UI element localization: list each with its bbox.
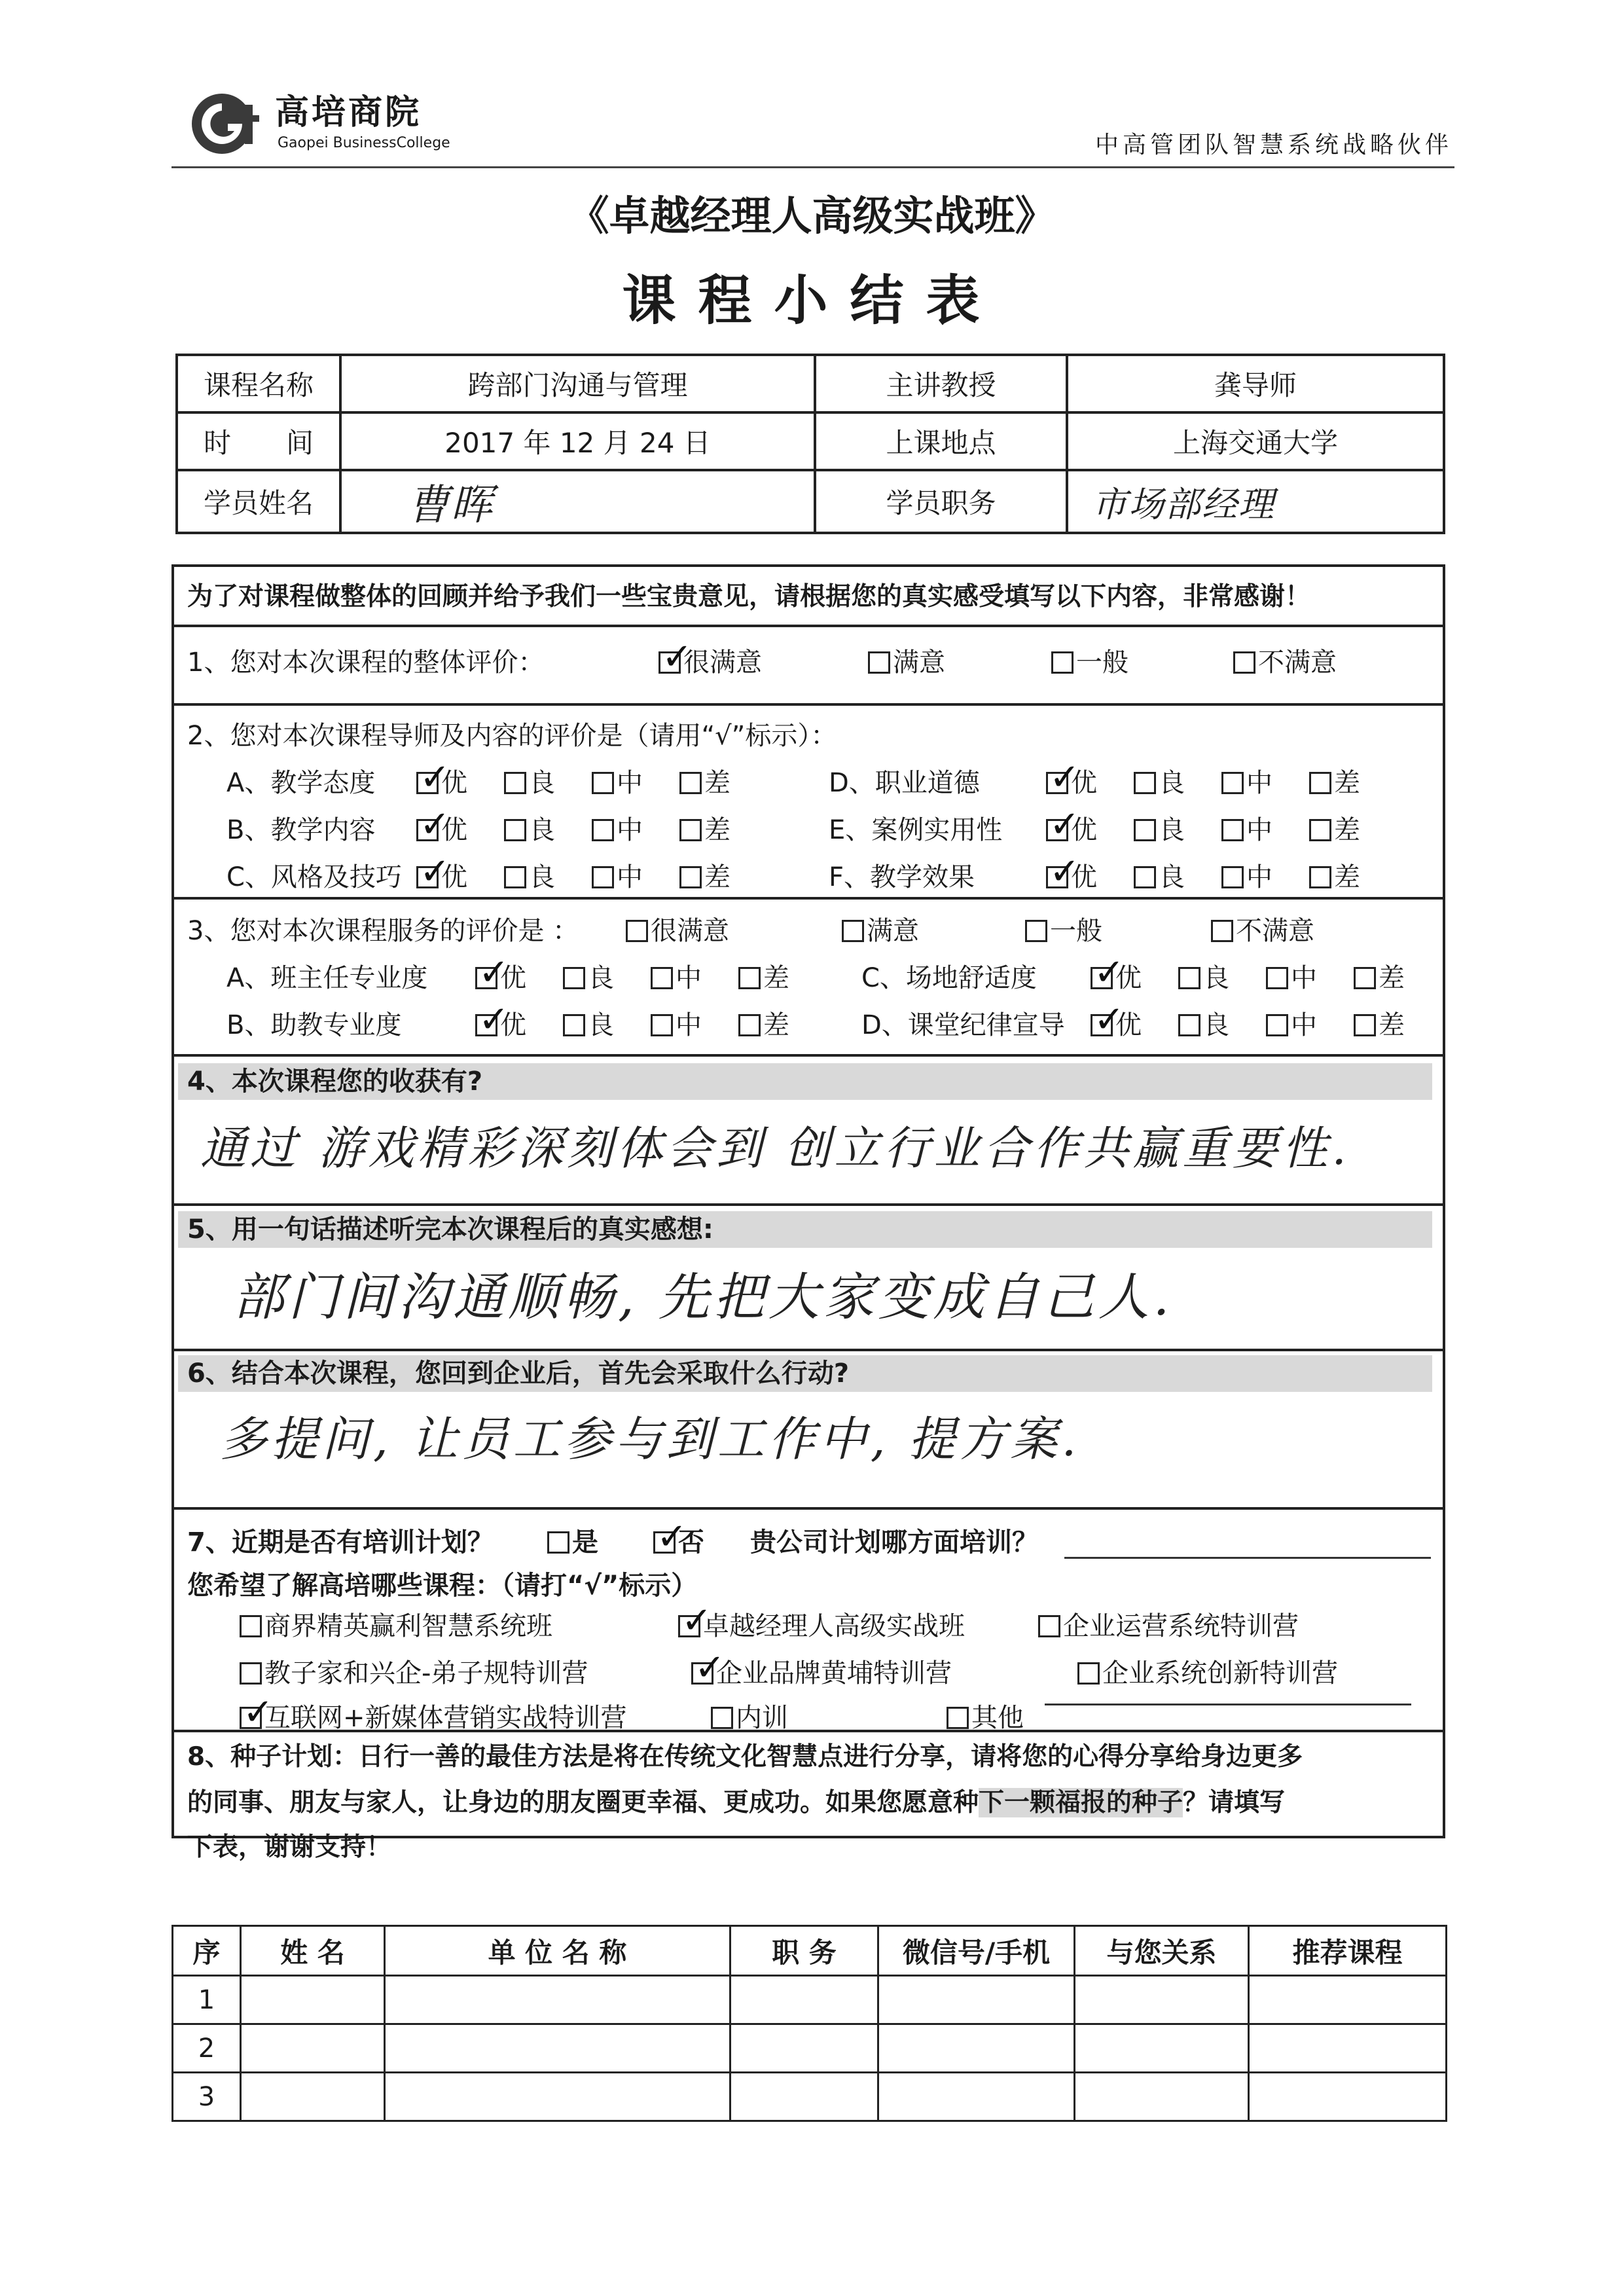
checkbox-icon[interactable] [1134,866,1156,888]
checkbox-icon[interactable] [240,1707,262,1729]
checkbox-icon[interactable] [1046,866,1068,888]
checkbox-icon[interactable] [947,1707,969,1729]
q7-course-label: 企业品牌黄埔特训营 [716,1658,952,1688]
q3-grade-label: 良 [588,963,614,993]
course-name-value[interactable]: 跨部门沟通与管理 [340,355,815,412]
q2-grade-option[interactable] [1309,859,1360,896]
q2-grade-option[interactable] [1046,859,1097,896]
q2-grade-option[interactable] [504,859,555,896]
position-label: 学员职务 [815,470,1067,533]
course-info-table [175,354,1445,534]
q3-grade-label: 差 [1379,1010,1405,1040]
q7-course-label: 其他 [971,1703,1024,1733]
q6-answer-handwriting[interactable]: 多提问, 让员工参与到工作中, 提方案. [220,1412,1081,1467]
checkbox-icon[interactable] [416,819,439,841]
q2-grade-option[interactable] [416,859,467,896]
q3-item-label: C、场地舒适度 [861,963,1037,993]
q2-grade-option[interactable] [504,765,555,801]
q2-grade-option[interactable] [592,859,643,896]
q2-grade-label: 差 [704,815,731,845]
checkbox-icon[interactable] [1038,1615,1060,1637]
q3-grade-option[interactable] [1091,960,1142,996]
q3-grade-option[interactable] [475,1007,526,1044]
question-4 [174,1057,1443,1206]
q5-label: 5、用一句话描述听完本次课程后的真实感想: [187,1214,713,1245]
q2-grade-option[interactable] [679,859,731,896]
seed-input-cell[interactable] [1249,1976,1447,2024]
q3-grade-option[interactable] [651,960,702,996]
q2-grade-option[interactable] [1221,765,1272,801]
seed-table-header-cell: 单 位 名 称 [385,1926,731,1976]
checkbox-icon[interactable] [1221,819,1244,841]
q7-course-option[interactable] [240,1655,588,1692]
checkbox-icon[interactable] [475,1014,497,1036]
seed-input-cell[interactable] [878,1976,1075,2024]
course-name-label: 课程名称 [177,355,340,412]
checkbox-icon[interactable] [1354,1014,1376,1036]
q3-grade-label: 优 [1115,963,1142,993]
checkbox-icon[interactable] [475,967,497,989]
seed-input-cell[interactable] [241,2024,385,2073]
checkbox-icon[interactable] [711,1707,733,1729]
q3-option-average[interactable]: 一般 [1025,913,1102,949]
document-subtitle: 课程小结表 [622,270,1002,332]
checkbox-icon[interactable] [1309,866,1331,888]
q3-grade-option[interactable] [475,960,526,996]
q8-text-line-2: 的同事、朋友与家人，让身边的朋友圈更幸福、更成功。如果您愿意种下一颗福报的种子？请填写 [187,1788,1286,1817]
time-label: 时 间 [177,412,340,470]
q8-text-line-1: 8、种子计划：日行一善的最佳方法是将在传统文化智慧点进行分享，请将您的心得分享给身边更多 [187,1742,1303,1772]
seed-table-header-row [173,1926,1447,1976]
q2-label: 2、您对本次课程导师及内容的评价是（请用“√”标示）： [187,721,837,751]
checkbox-icon[interactable] [1233,651,1255,674]
q2-grade-label: 差 [704,768,731,798]
q7-course-label: 卓越经理人高级实战班 [703,1611,965,1641]
q2-grade-option[interactable] [592,812,643,848]
q2-grade-label: 优 [441,815,467,845]
seed-input-cell[interactable] [1075,1976,1249,2024]
q8-highlight: 下一颗福报的种子 [979,1788,1183,1817]
q2-grade-label: 良 [1159,862,1185,892]
checkbox-icon[interactable] [653,1531,676,1554]
q2-item-label: D、职业道德 [829,768,980,798]
q2-grade-option[interactable] [679,812,731,848]
seed-input-cell[interactable] [731,2024,878,2073]
checkbox-icon[interactable] [1178,967,1200,989]
q7-option-no[interactable]: ✓ 否 [653,1524,704,1561]
question-6 [174,1351,1443,1510]
seed-table-header-cell: 姓 名 [241,1926,385,1976]
q3-grade-label: 良 [1203,1010,1229,1040]
header-tagline: 中高管团队智慧系统战略伙伴 [1094,132,1453,158]
q1-option-very-satisfied[interactable]: ✓ 很满意 [659,644,762,681]
q2-grade-option[interactable] [416,765,467,801]
checkbox-icon[interactable] [240,1615,262,1637]
checkbox-icon[interactable] [1266,967,1288,989]
question-5 [174,1206,1443,1351]
seed-input-cell[interactable] [731,1976,878,2024]
checkbox-icon[interactable] [592,819,614,841]
logo-chinese-name: 高培商院 [275,93,422,132]
checkbox-icon[interactable] [1309,819,1331,841]
checkbox-icon[interactable] [416,866,439,888]
feedback-form [171,564,1445,1862]
question-2 [174,706,1443,900]
checkbox-icon[interactable] [738,1014,761,1036]
q2-grade-label: 优 [441,862,467,892]
q7-course-label: 企业运营系统特训营 [1063,1611,1299,1641]
position-value[interactable] [1067,470,1444,533]
q2-grade-label: 优 [1071,815,1097,845]
place-value[interactable]: 上海交通大学 [1067,412,1444,470]
q7-course-label: 内训 [736,1703,788,1733]
checkbox-icon[interactable] [1266,1014,1288,1036]
seed-row-number: 1 [173,1976,241,2024]
q2-grade-option[interactable] [1046,812,1097,848]
seed-input-cell[interactable] [1249,2024,1447,2073]
q3-grade-option[interactable] [1354,1007,1405,1044]
q8-text-line-3: 下表，谢谢支持！ [187,1832,392,1862]
q2-grade-label: 优 [1071,768,1097,798]
document-title: 《卓越经理人高级实战班》 [568,192,1056,240]
q2-item-label: B、教学内容 [226,815,376,845]
checkbox-icon[interactable] [651,1014,673,1036]
student-name-handwriting: 曹晖 [407,481,494,530]
q2-item-label: F、教学效果 [829,862,975,892]
q7-course-option[interactable] [1038,1608,1299,1645]
seed-input-cell[interactable] [241,2073,385,2121]
checkbox-icon[interactable] [1046,772,1068,794]
q2-grade-label: 良 [529,768,555,798]
checkbox-icon[interactable] [1077,1662,1100,1685]
q3-grade-label: 良 [588,1010,614,1040]
teacher-label: 主讲教授 [815,355,1067,412]
checkbox-icon[interactable] [504,772,526,794]
q2-grade-label: 优 [1071,862,1097,892]
checkbox-icon[interactable] [1134,772,1156,794]
q4-label: 4、本次课程您的收获有? [187,1066,483,1097]
time-value[interactable]: 2017 年 12 月 24 日 [340,412,815,470]
q7-course-label: 互联网+新媒体营销实战特训营 [264,1703,627,1733]
seed-input-cell[interactable] [1075,2073,1249,2121]
q2-item-label: A、教学态度 [226,768,376,798]
seed-row-number: 3 [173,2073,241,2121]
question-1 [174,627,1443,706]
seed-input-cell[interactable] [241,1976,385,2024]
q3-grade-option[interactable] [1354,960,1405,996]
q2-grade-label: 中 [617,862,643,892]
q1-label: 1、您对本次课程的整体评价： [187,647,545,678]
checkbox-icon[interactable] [1134,819,1156,841]
q7-course-label: 企业系统创新特训营 [1102,1658,1338,1688]
checkbox-icon[interactable] [691,1662,713,1685]
q2-grade-label: 中 [617,815,643,845]
q2-grade-option[interactable] [1221,812,1272,848]
position-handwriting: 市场部经理 [1092,483,1275,525]
checkbox-icon[interactable] [563,1014,585,1036]
q2-grade-label: 差 [1334,862,1360,892]
q4-answer-handwriting[interactable]: 通过 游戏精彩深刻体会到 创立行业合作共赢重要性. [200,1121,1350,1175]
checkbox-icon[interactable] [1178,1014,1200,1036]
q2-grade-option[interactable] [592,765,643,801]
q2-grade-label: 优 [441,768,467,798]
seed-input-cell[interactable] [1075,2024,1249,2073]
q2-item-label: E、案例实用性 [829,815,1003,845]
q7-course-label: 商界精英赢利智慧系统班 [264,1611,552,1641]
question-8 [174,1732,1443,1862]
checkbox-icon[interactable] [1025,920,1047,942]
teacher-value[interactable]: 龚导师 [1067,355,1444,412]
q2-grade-label: 中 [1246,862,1272,892]
q2-item-label: C、风格及技巧 [226,862,402,892]
q5-answer-handwriting[interactable]: 部门间沟通顺畅, 先把大家变成自己人. [233,1268,1174,1327]
q7-course-option[interactable] [1077,1655,1338,1692]
q3-grade-option[interactable] [651,1007,702,1044]
checkbox-icon[interactable] [1051,651,1074,674]
q2-grade-option[interactable] [1221,859,1272,896]
q7-option-yes[interactable]: 是 [547,1524,598,1561]
seed-table-row [173,2073,1447,2121]
q3-grade-label: 中 [1291,1010,1317,1040]
gaopei-logo-icon [190,92,263,156]
q3-grade-option[interactable] [1178,1007,1229,1044]
q3-grade-label: 良 [1203,963,1229,993]
q3-grade-label: 中 [676,1010,702,1040]
seed-referral-table [171,1925,1447,2122]
checkbox-icon[interactable] [547,1531,569,1554]
q2-grade-option[interactable] [416,812,467,848]
q2-grade-option[interactable] [1309,812,1360,848]
q2-grade-label: 中 [1246,768,1272,798]
question-7 [174,1510,1443,1732]
q3-label: 3、您对本次课程服务的评价是 ： [187,916,579,946]
q2-grade-label: 中 [617,768,643,798]
place-label: 上课地点 [815,412,1067,470]
q3-grade-option[interactable] [1266,960,1317,996]
q7-course-option[interactable] [240,1608,552,1645]
seed-table-header-cell: 序 [173,1926,241,1976]
checkbox-icon[interactable] [1309,772,1331,794]
intro-text: 为了对课程做整体的回顾并给予我们一些宝贵意见，请根据您的真实感受填写以下内容，非常感谢！ [187,582,1311,611]
seed-input-cell[interactable] [385,2024,731,2073]
q3-grade-option[interactable] [738,960,789,996]
question-3 [174,900,1443,1057]
q7-course-option[interactable] [678,1608,965,1645]
checkbox-icon[interactable] [1221,866,1244,888]
q3-grade-option[interactable] [738,1007,789,1044]
checkbox-icon[interactable] [679,772,702,794]
q2-grade-label: 差 [1334,768,1360,798]
checkbox-icon[interactable] [504,866,526,888]
q2-grade-option[interactable] [1309,765,1360,801]
logo-english-name: Gaopei BusinessCollege [278,135,450,151]
q2-grade-option[interactable] [1046,765,1097,801]
q7-plan-label: 贵公司计划哪方面培训？ [750,1527,1038,1558]
checkbox-icon[interactable] [592,866,614,888]
checkbox-icon[interactable] [738,967,761,989]
seed-input-cell[interactable] [385,1976,731,2024]
q2-grade-option[interactable] [1134,859,1185,896]
student-name-label: 学员姓名 [177,470,340,533]
q7-course-option[interactable] [691,1655,952,1692]
q2-grade-label: 良 [1159,768,1185,798]
seed-input-cell[interactable] [385,2073,731,2121]
seed-row-number: 2 [173,2024,241,2073]
seed-table-row [173,2024,1447,2073]
checkbox-icon[interactable] [1354,967,1376,989]
checkbox-icon[interactable] [626,920,648,942]
checkbox-icon[interactable] [842,920,864,942]
q1-option-satisfied[interactable]: 满意 [868,644,945,681]
q7-plan-input-line[interactable] [1064,1557,1431,1559]
checkbox-icon[interactable] [679,866,702,888]
q3-option-unsatisfied[interactable]: 不满意 [1211,913,1314,949]
q7-other-input-line[interactable] [1045,1704,1411,1705]
q3-grade-label: 优 [1115,1010,1142,1040]
checkbox-icon[interactable] [592,772,614,794]
seed-input-cell[interactable] [878,2073,1075,2121]
q2-grade-option[interactable] [679,765,731,801]
checkbox-icon[interactable] [240,1662,262,1685]
student-name-value[interactable] [340,470,815,533]
q7-course-label: 教子家和兴企-弟子规特训营 [264,1658,588,1688]
q3-grade-option[interactable] [1266,1007,1317,1044]
q3-grade-label: 中 [1291,963,1317,993]
q2-grade-option[interactable] [1134,765,1185,801]
q1-option-average[interactable]: 一般 [1051,644,1128,681]
q2-grade-label: 中 [1246,815,1272,845]
q2-grade-label: 差 [704,862,731,892]
q2-grade-label: 差 [1334,815,1360,845]
checkbox-icon[interactable] [1211,920,1233,942]
checkbox-icon[interactable] [679,819,702,841]
q3-grade-label: 差 [763,1010,789,1040]
q7-course-option[interactable] [947,1700,1024,1736]
q3-grade-label: 中 [676,963,702,993]
q2-grade-option[interactable] [1134,812,1185,848]
checkbox-icon[interactable] [1046,819,1068,841]
q3-grade-label: 差 [763,963,789,993]
q3-item-label: A、班主任专业度 [226,963,428,993]
q7-label: 7、近期是否有培训计划？ [187,1527,494,1558]
seed-table-header-cell: 与您关系 [1075,1926,1249,1976]
seed-table-header-cell: 推荐课程 [1249,1926,1447,1976]
seed-table-header-cell: 微信号/手机 [878,1926,1075,1976]
q3-grade-option[interactable] [563,1007,614,1044]
q2-grade-label: 良 [1159,815,1185,845]
checkbox-icon[interactable] [416,772,439,794]
checkbox-icon[interactable] [678,1615,700,1637]
seed-input-cell[interactable] [1249,2073,1447,2121]
q7-course-option[interactable] [711,1700,788,1736]
q3-grade-option[interactable] [1091,1007,1142,1044]
q2-grade-label: 良 [529,815,555,845]
checkbox-icon[interactable] [659,651,681,674]
seed-input-cell[interactable] [878,2024,1075,2073]
q3-item-label: D、课堂纪律宣导 [861,1010,1065,1040]
q3-option-very-satisfied[interactable]: 很满意 [626,913,729,949]
q3-option-satisfied[interactable]: 满意 [842,913,919,949]
checkbox-icon[interactable] [1221,772,1244,794]
q3-grade-label: 差 [1379,963,1405,993]
checkbox-icon[interactable] [504,819,526,841]
checkbox-icon[interactable] [1091,967,1113,989]
q7-course-option[interactable] [240,1700,627,1736]
seed-table-row [173,1976,1447,2024]
q3-item-label: B、助教专业度 [226,1010,402,1040]
q3-grade-option[interactable] [1178,960,1229,996]
checkbox-icon[interactable] [868,651,890,674]
q2-grade-label: 良 [529,862,555,892]
q6-label: 6、结合本次课程，您回到企业后，首先会采取什么行动? [187,1358,850,1389]
checkbox-icon[interactable] [563,967,585,989]
form-intro [174,567,1443,627]
q3-grade-label: 优 [500,1010,526,1040]
checkbox-icon[interactable] [1091,1014,1113,1036]
seed-table-header-cell: 职 务 [731,1926,878,1976]
seed-input-cell[interactable] [731,2073,878,2121]
q3-grade-option[interactable] [563,960,614,996]
q3-grade-label: 优 [500,963,526,993]
q1-option-unsatisfied[interactable]: 不满意 [1233,644,1337,681]
q7-courses-label: 您希望了解高培哪些课程：（请打“√”标示） [187,1571,698,1601]
q2-grade-option[interactable] [504,812,555,848]
checkbox-icon[interactable] [651,967,673,989]
header-divider [171,166,1454,168]
